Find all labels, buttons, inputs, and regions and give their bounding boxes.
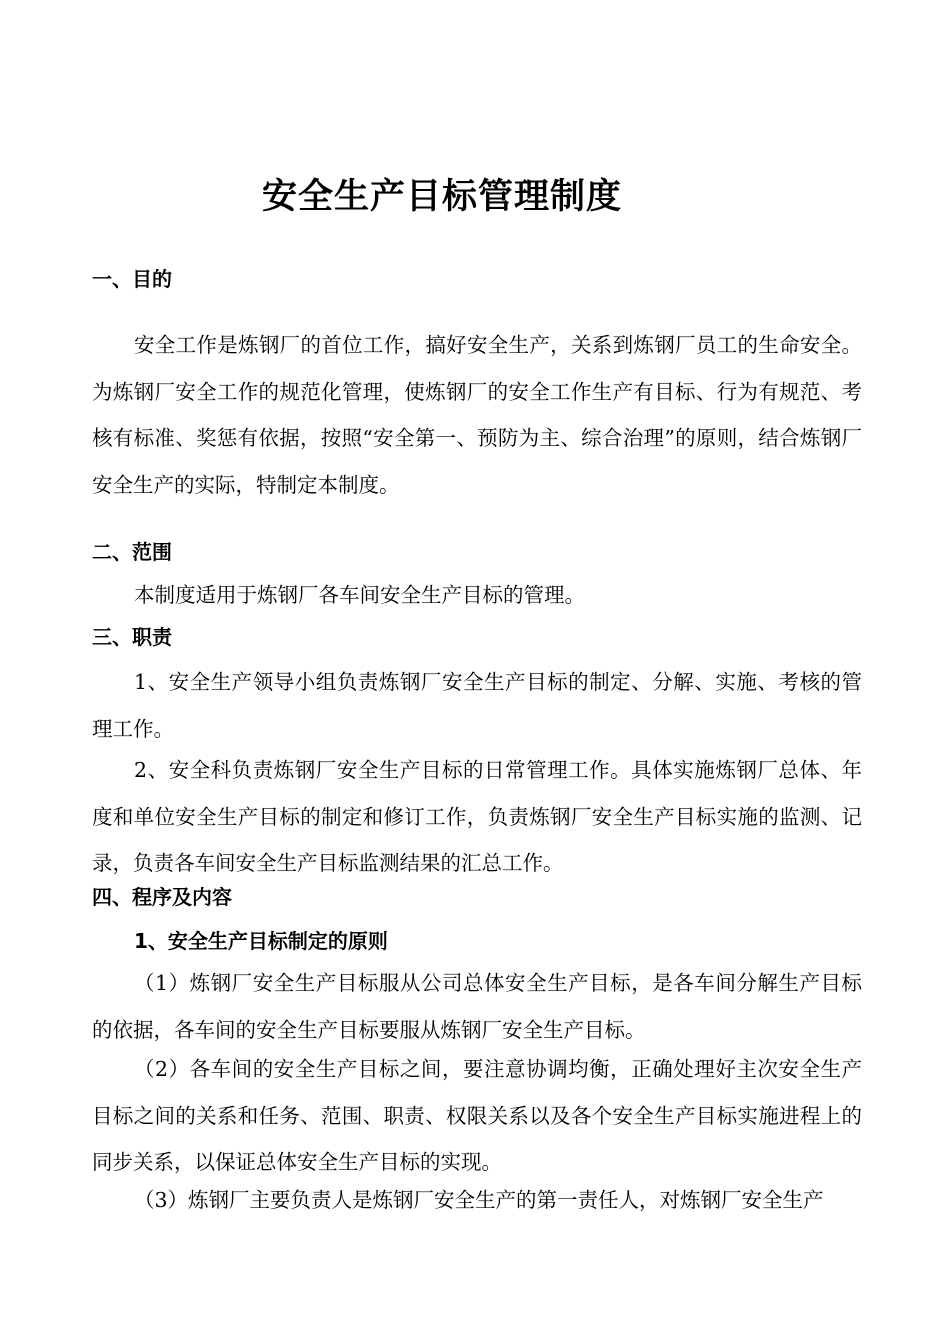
subheading-principles: 1、安全生产目标制定的原则 <box>134 929 388 953</box>
paragraph-principle-3: （3）炼钢厂主要负责人是炼钢厂安全生产的第一责任人，对炼钢厂安全生产 <box>134 1188 824 1212</box>
paragraph-purpose: 安全工作是炼钢厂的首位工作，搞好安全生产，关系到炼钢厂员工的生命安全。为炼钢厂安全工作的规范化管理，使炼钢厂的安全工作生产有目标、行为有规范、考核有标准、奖惩有依据，按照“安全第一、预防为主、综合治理”的原则，结合炼钢厂安全生产的实际，特制定本制度。 <box>92 333 862 497</box>
paragraph-duty-1: 1、安全生产领导小组负责炼钢厂安全生产目标的制定、分解、实施、考核的管理工作。 <box>92 670 862 741</box>
section-heading-procedure: 四、程序及内容 <box>92 885 232 909</box>
document-title: 安全生产目标管理制度 <box>261 177 622 217</box>
paragraph-duty-2: 2、安全科负责炼钢厂安全生产目标的日常管理工作。具体实施炼钢厂总体、年度和单位安全生产目标的制定和修订工作，负责炼钢厂安全生产目标实施的监测、记录，负责各车间安全生产目标监测结果的汇总工作。 <box>92 758 862 875</box>
paragraph-principle-2: （2）各车间的安全生产目标之间，要注意协调均衡，正确处理好主次安全生产目标之间的关系和任务、范围、职责、权限关系以及各个安全生产目标实施进程上的同步关系，以保证总体安全生产目标的实现。 <box>92 1057 862 1174</box>
paragraph-principle-1: （1）炼钢厂安全生产目标服从公司总体安全生产目标，是各车间分解生产目标的依据，各车间的安全生产目标要服从炼钢厂安全生产目标。 <box>92 971 862 1042</box>
section-heading-scope: 二、范围 <box>92 540 172 564</box>
section-heading-purpose: 一、目的 <box>92 267 172 291</box>
paragraph-scope: 本制度适用于炼钢厂各车间安全生产目标的管理。 <box>134 583 585 607</box>
section-heading-duties: 三、职责 <box>92 625 172 649</box>
